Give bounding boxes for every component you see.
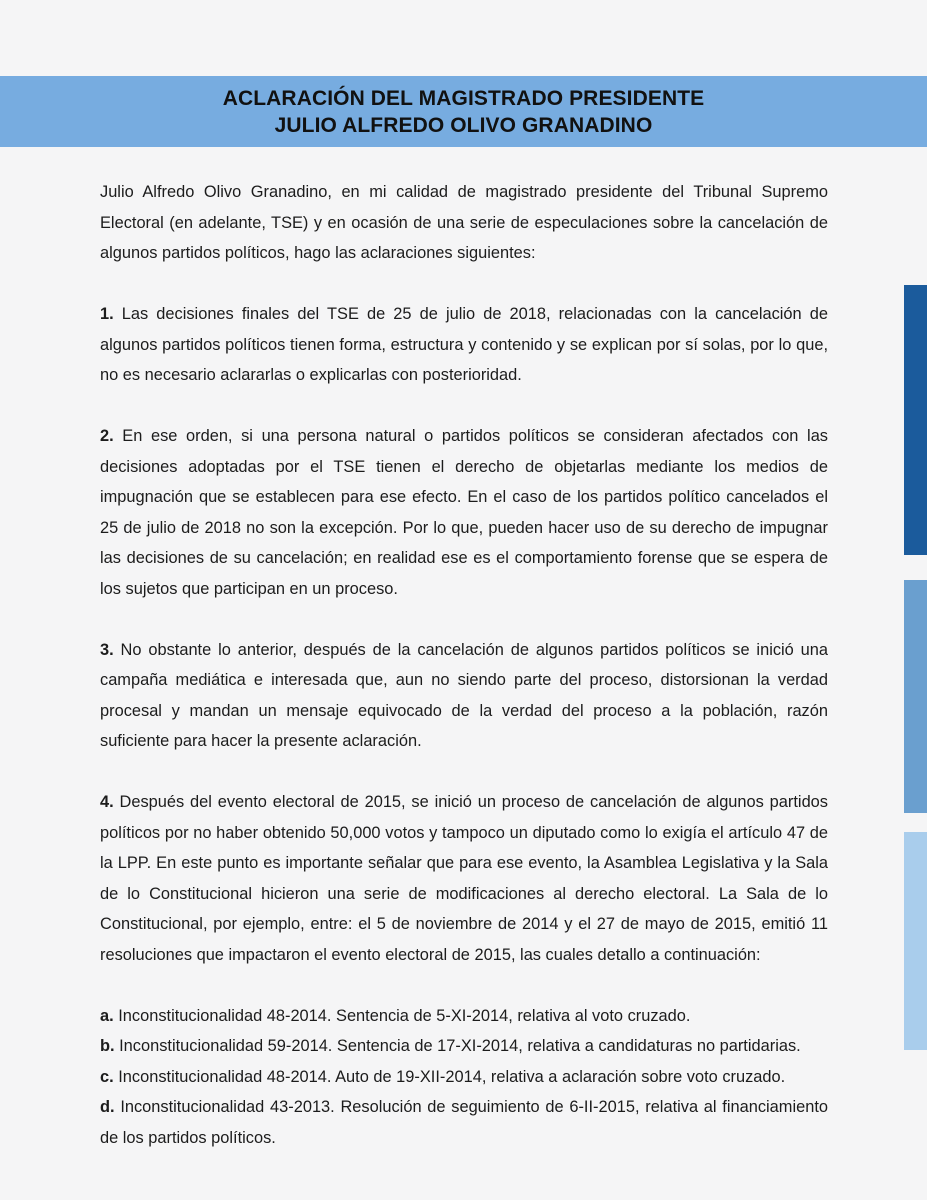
- point-2-paragraph: [100, 421, 828, 604]
- side-accent-bar-medium: [904, 580, 927, 813]
- intro-paragraph: Julio Alfredo Olivo Granadino, en mi calidad de magistrado presidente del Tribunal Supremo Electoral (en adelante, TSE) y en ocasión de una serie de especulaciones sobre la cancelación de algunos partidos políticos, hago las aclaraciones siguientes:: [100, 183, 828, 262]
- item-a-label: a.: [100, 1006, 114, 1025]
- item-d-text: Inconstitucionalidad 43-2013. Resolución de seguimiento de 6-II-2015, relativa al financiamiento de los partidos políticos.: [100, 1098, 828, 1147]
- point-2-label: 2.: [100, 427, 114, 445]
- list-item-d: [100, 1092, 828, 1153]
- point-3-text: No obstante lo anterior, después de la cancelación de algunos partidos políticos se inició una campaña mediática e interesada que, aun no siendo parte del proceso, distorsionan la verdad procesal y mandan un mensaje equivocado de la verdad del proceso a la población, razón suficiente para hacer la presente aclaración.: [100, 640, 828, 750]
- point-1-paragraph: [100, 299, 828, 391]
- item-b-label: b.: [100, 1037, 115, 1055]
- point-1-label: 1.: [100, 305, 114, 323]
- list-item-a: [100, 1001, 828, 1032]
- point-2-text: En ese orden, si una persona natural o partidos políticos se consideran afectados con las decisiones adoptadas por el TSE tienen el derecho de objetarlas mediante los medios de impugnación que se establecen para ese efecto. En el caso de los partidos político cancelados el 25 de julio de 2018 no son la excepción. Por lo que, pueden hacer uso de su derecho de impugnar las decisiones de su cancelación; en realidad ese es el comportamiento forense que se espera de los sujetos que participan en un proceso.: [100, 427, 828, 598]
- list-item-c: [100, 1062, 828, 1093]
- title-line-2: JULIO ALFREDO OLIVO GRANADINO: [274, 113, 653, 137]
- point-4-label: 4.: [100, 793, 114, 811]
- item-c-label: c.: [100, 1067, 114, 1086]
- document-body: [100, 177, 828, 1153]
- item-c-text: Inconstitucionalidad 48-2014. Auto de 19-XII-2014, relativa a aclaración sobre voto cruzado.: [113, 1067, 786, 1086]
- side-accent-bar-dark: [904, 285, 927, 555]
- side-accent-bar-light: [904, 832, 927, 1050]
- list-item-b: [100, 1031, 828, 1062]
- item-a-text: Inconstitucionalidad 48-2014. Sentencia de 5-XI-2014, relativa al voto cruzado.: [113, 1006, 691, 1025]
- point-3-label: 3.: [100, 640, 114, 659]
- item-d-label: d.: [100, 1098, 115, 1116]
- point-3-paragraph: [100, 635, 828, 757]
- point-4-text: Después del evento electoral de 2015, se inició un proceso de cancelación de algunos partidos políticos por no haber obtenido 50,000 votos y tampoco un diputado como lo exigía el artículo 47 de la LPP. En este punto es importante señalar que para ese evento, la Asamblea Legislativa y la Sala de lo Constitucional hicieron una serie de modificaciones al derecho electoral. La Sala de lo Constitucional, por ejemplo, entre: el 5 de noviembre de 2014 y el 27 de mayo de 2015, emitió 11 resoluciones que impactaron el evento electoral de 2015, las cuales detallo a continuación:: [100, 793, 828, 964]
- point-4-paragraph: [100, 787, 828, 970]
- point-1-text: Las decisiones finales del TSE de 25 de julio de 2018, relacionadas con la cancelación de algunos partidos políticos tienen forma, estructura y contenido y se explican por sí solas, por lo que, no es necesario aclararlas o explicarlas con posterioridad.: [100, 305, 828, 384]
- title-banner: [0, 76, 927, 147]
- title-line-1: ACLARACIÓN DEL MAGISTRADO PRESIDENTE: [222, 86, 705, 110]
- item-b-text: Inconstitucionalidad 59-2014. Sentencia de 17-XI-2014, relativa a candidaturas no partidarias.: [114, 1037, 801, 1055]
